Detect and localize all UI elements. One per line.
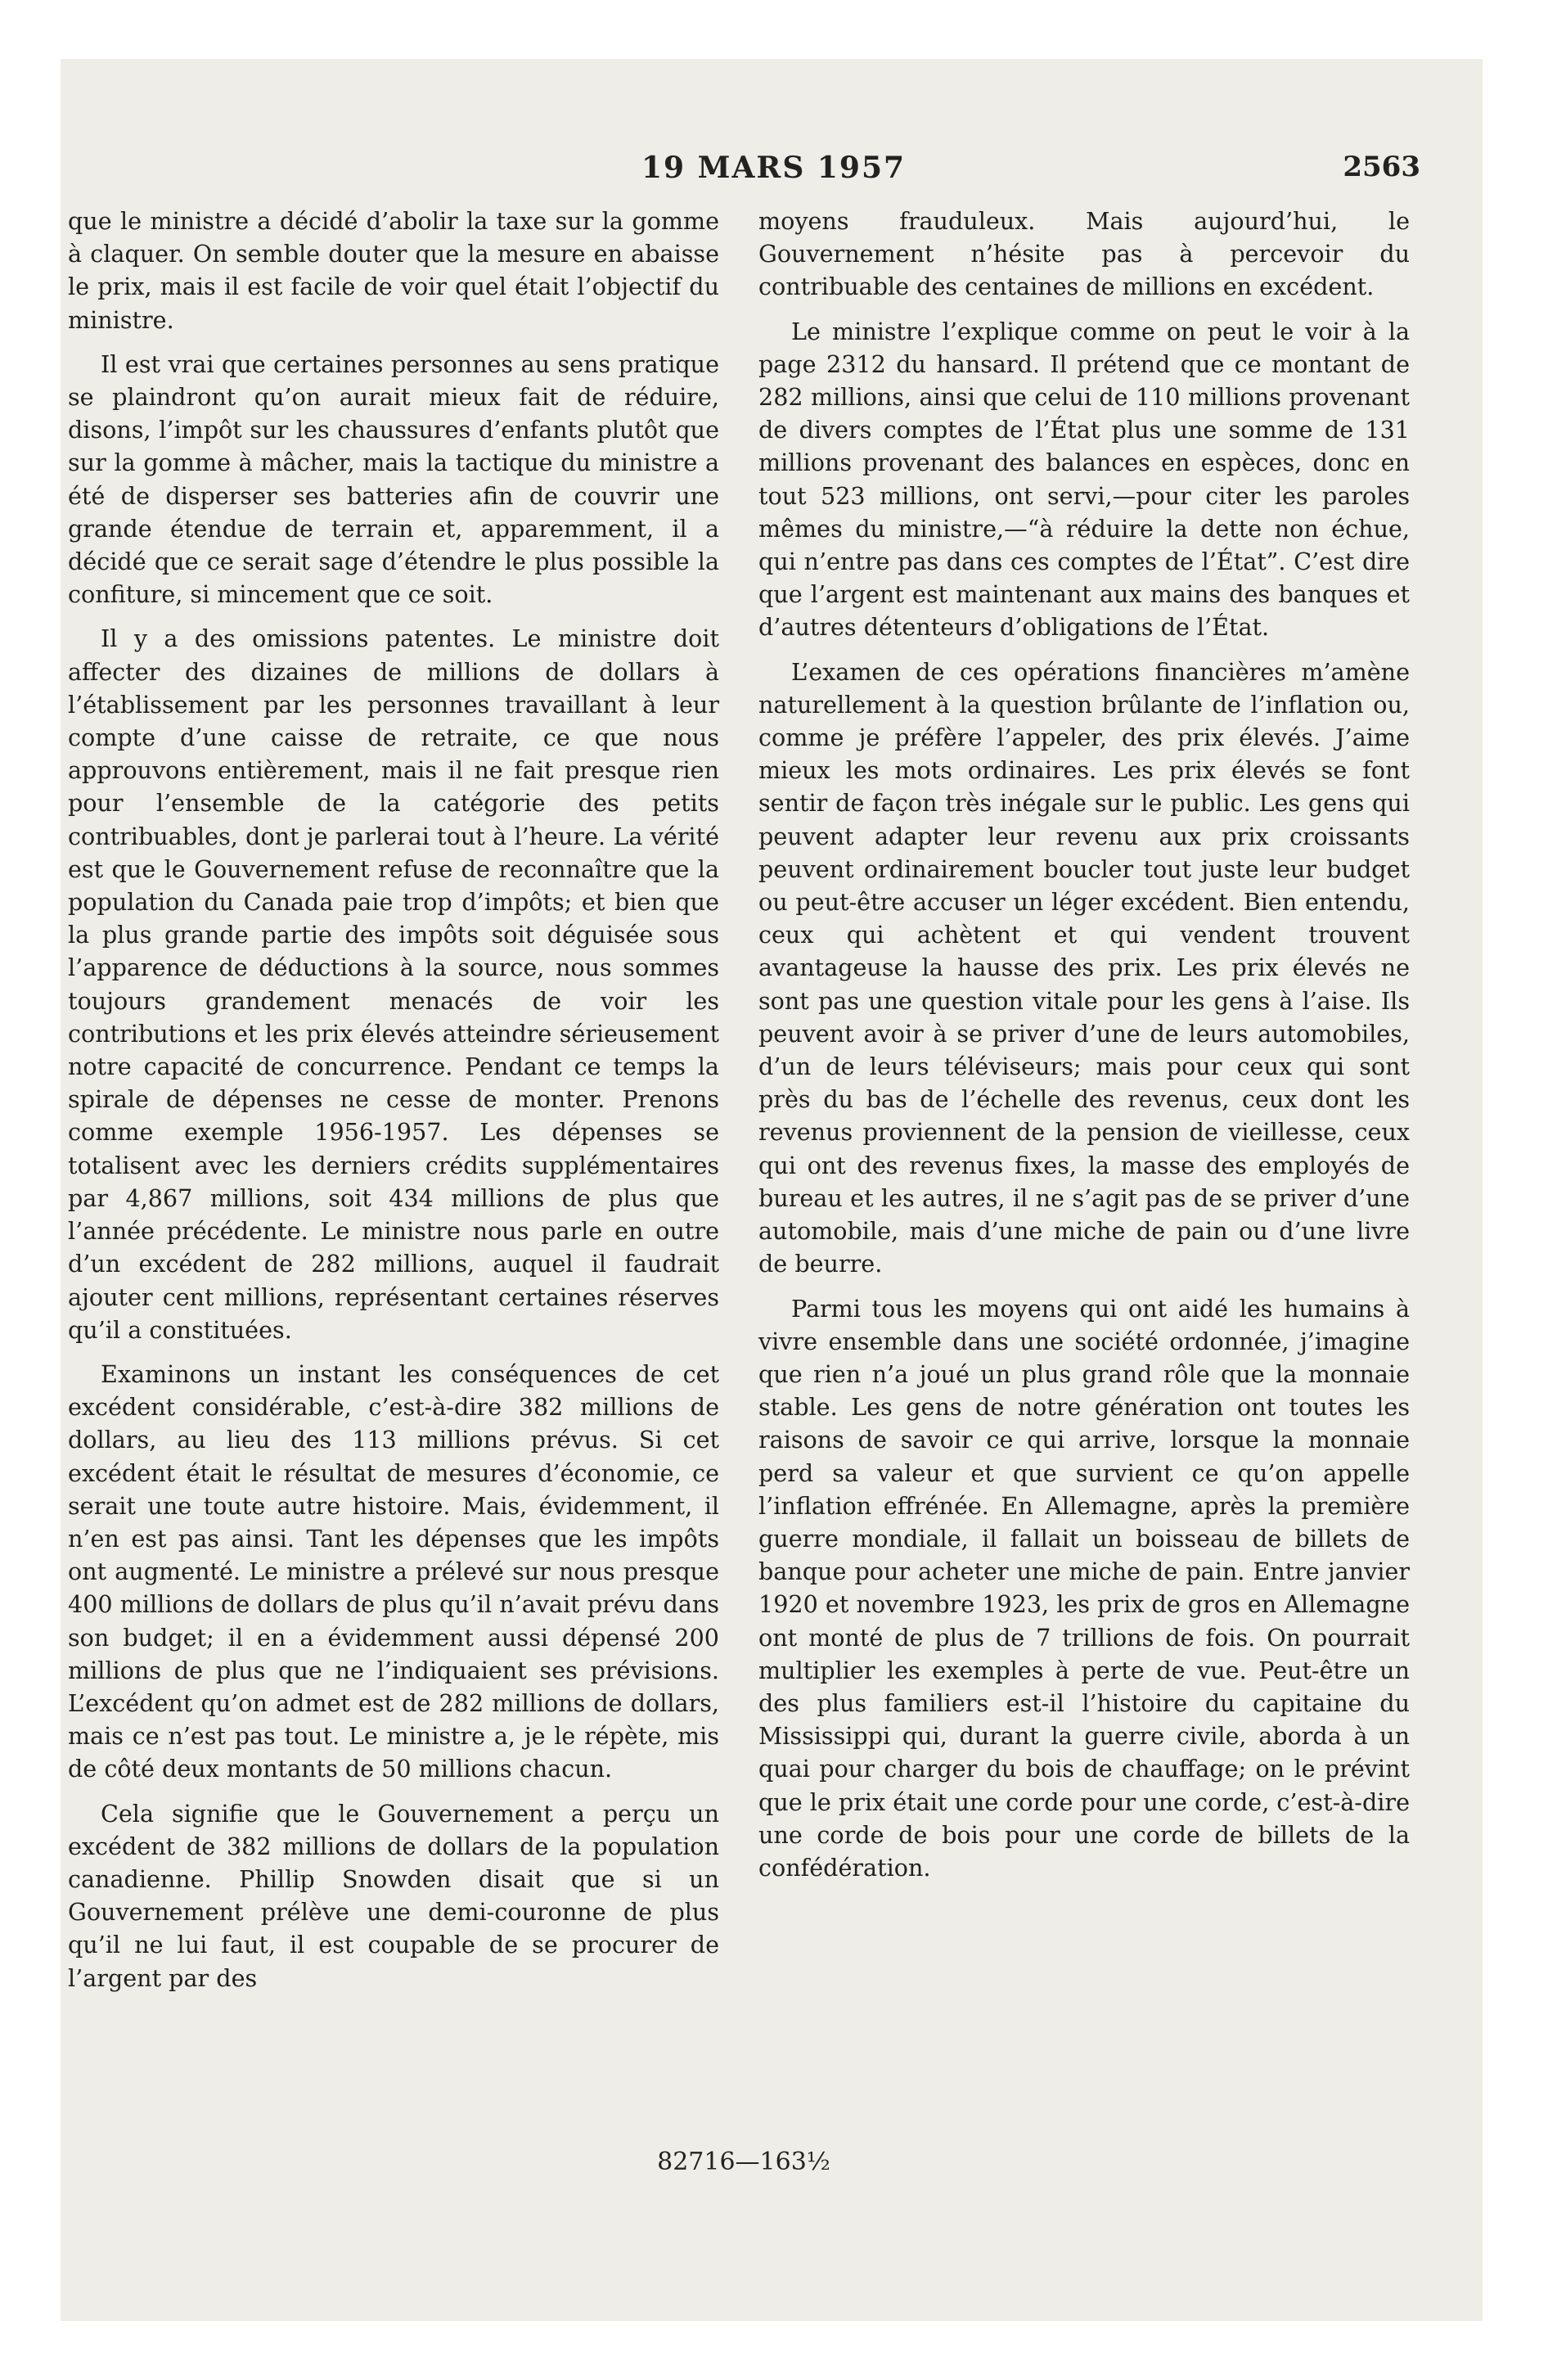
paragraph: L’examen de ces opérations financières m’amène naturellement à la question brûlante de l’inflation ou, comme je préfère l’appeler, des prix élevés. J’aime mieux les mots ordinaires. Les prix élevés se font sentir de façon très inégale sur le public. Les gens qui peuvent adapter leur revenu aux prix croissants peuvent ordinairement boucler tout juste leur budget ou peut-être accuser un léger excédent. Bien entendu, ceux qui achètent et qui vendent trouvent avantageuse la hausse des prix. Les prix élevés ne sont pas une question vitale pour les gens à l’aise. Ils peuvent avoir à se priver d’une de leurs automobiles, d’un de leurs téléviseurs; mais pour ceux qui sont près du bas de l’échelle des revenus, ceux dont les revenus proviennent de la pension de vieillesse, ceux qui ont des revenus fixes, la masse des employés de bureau et les autres, il ne s’agit pas de se priver d’une automobile, mais d’une miche de pain ou d’une livre de beurre. xyxy=(758,657,1410,1278)
paragraph: Examinons un instant les conséquences de cet excédent considérable, c’est-à-dire 382 millions de dollars, au lieu des 113 millions prévus. Si cet excédent était le résultat de mesures d’économie, ce serait une toute autre histoire. Mais, évidemment, il n’en est pas ainsi. Tant les dépenses que les impôts ont augmenté. Le ministre a prélevé sur nous presque 400 millions de dollars de plus qu’il n’avait prévu dans son budget; il en a évidemment aussi dépensé 200 millions de plus que ne l’indiquaient ses prévisions. L’excédent qu’on admet est de 282 millions de dollars, mais ce n’est pas tout. Le ministre a, je le répète, mis de côté deux montants de 50 millions chacun. xyxy=(68,1359,719,1783)
footer-code: 82716—163½ xyxy=(657,2148,830,2176)
right-column xyxy=(758,205,1410,1895)
paragraph: que le ministre a décidé d’abolir la taxe sur la gomme à claquer. On semble douter que la mesure en abaisse le prix, mais il est facile de voir quel était l’objectif du ministre. xyxy=(68,207,719,334)
paragraph: Parmi tous les moyens qui ont aidé les humains à vivre ensemble dans une société ordonnée, j’imagine que rien n’a joué un plus grand rôle que la monnaie stable. Les gens de notre génération ont toutes les raisons de savoir ce qui arrive, lorsque la monnaie perd sa valeur et que survient ce qu’on appelle l’inflation effrénée. En Allemagne, après la première guerre mondiale, il fallait un boisseau de billets de banque pour acheter une miche de pain. Entre janvier 1920 et novembre 1923, les prix de gros en Allemagne ont monté de plus de 7 trillions de fois. On pourrait multiplier les exemples à perte de vue. Peut-être un des plus familiers est-il l’histoire du capitaine du Mississippi qui, durant la guerre civile, aborda à un quai pour charger du bois de chauffage; on le prévint que le prix était une corde pour une corde, c’est-à-dire une corde de bois pour une corde de billets de la confédération. xyxy=(758,1294,1410,1882)
page-header xyxy=(61,151,1483,192)
paragraph: moyens frauduleux. Mais aujourd’hui, le Gouvernement n’hésite pas à percevoir du contribuable des centaines de millions en excédent. xyxy=(758,207,1410,301)
document-page xyxy=(61,59,1483,2321)
header-date: 19 MARS 1957 xyxy=(641,151,907,185)
page-footer xyxy=(61,2148,1483,2176)
page-number: 2563 xyxy=(1343,151,1420,183)
paragraph: Il est vrai que certaines personnes au sens pratique se plaindront qu’on aurait mieux fait de réduire, disons, l’impôt sur les chaussures d’enfants plutôt que sur la gomme à mâcher, mais la tactique du ministre a été de disperser ses batteries afin de couvrir une grande étendue de terrain et, apparemment, il a décidé que ce serait sage d’étendre le plus possible la confiture, si mincement que ce soit. xyxy=(68,349,719,609)
left-column xyxy=(68,205,719,2006)
paragraph: Le ministre l’explique comme on peut le voir à la page 2312 du hansard. Il prétend que ce montant de 282 millions, ainsi que celui de 110 millions provenant de divers comptes de l’État plus une somme de 131 millions provenant des balances en espèces, donc en tout 523 millions, ont servi,—pour citer les paroles mêmes du ministre,—“à réduire la dette non échue, qui n’entre pas dans ces comptes de l’État”. C’est dire que l’argent est maintenant aux mains des banques et d’autres détenteurs d’obligations de l’État. xyxy=(758,317,1410,642)
paragraph: Il y a des omissions patentes. Le ministre doit affecter des dizaines de millions de dollars à l’établissement par les personnes travaillant à leur compte d’une caisse de retraite, ce que nous approuvons entièrement, mais il ne fait presque rien pour l’ensemble de la catégorie des petits contribuables, dont je parlerai tout à l’heure. La vérité est que le Gouvernement refuse de reconnaître que la population du Canada paie trop d’impôts; et bien que la plus grande partie des impôts soit déguisée sous l’apparence de déductions à la source, nous sommes toujours grandement menacés de voir les contributions et les prix élevés atteindre sérieusement notre capacité de concurrence. Pendant ce temps la spirale de dépenses ne cesse de monter. Prenons comme exemple 1956-1957. Les dépenses se totalisent avec les derniers crédits supplémentaires par 4,867 millions, soit 434 millions de plus que l’année précédente. Le ministre nous parle en outre d’un excédent de 282 millions, auquel il faudrait ajouter cent millions, représentant certaines réserves qu’il a constituées. xyxy=(68,624,719,1344)
paragraph: Cela signifie que le Gouvernement a perçu un excédent de 382 millions de dollars de la population canadienne. Phillip Snowden disait que si un Gouvernement prélève une demi-couronne de plus qu’il ne lui faut, il est coupable de se procurer de l’argent par des xyxy=(68,1799,719,1992)
